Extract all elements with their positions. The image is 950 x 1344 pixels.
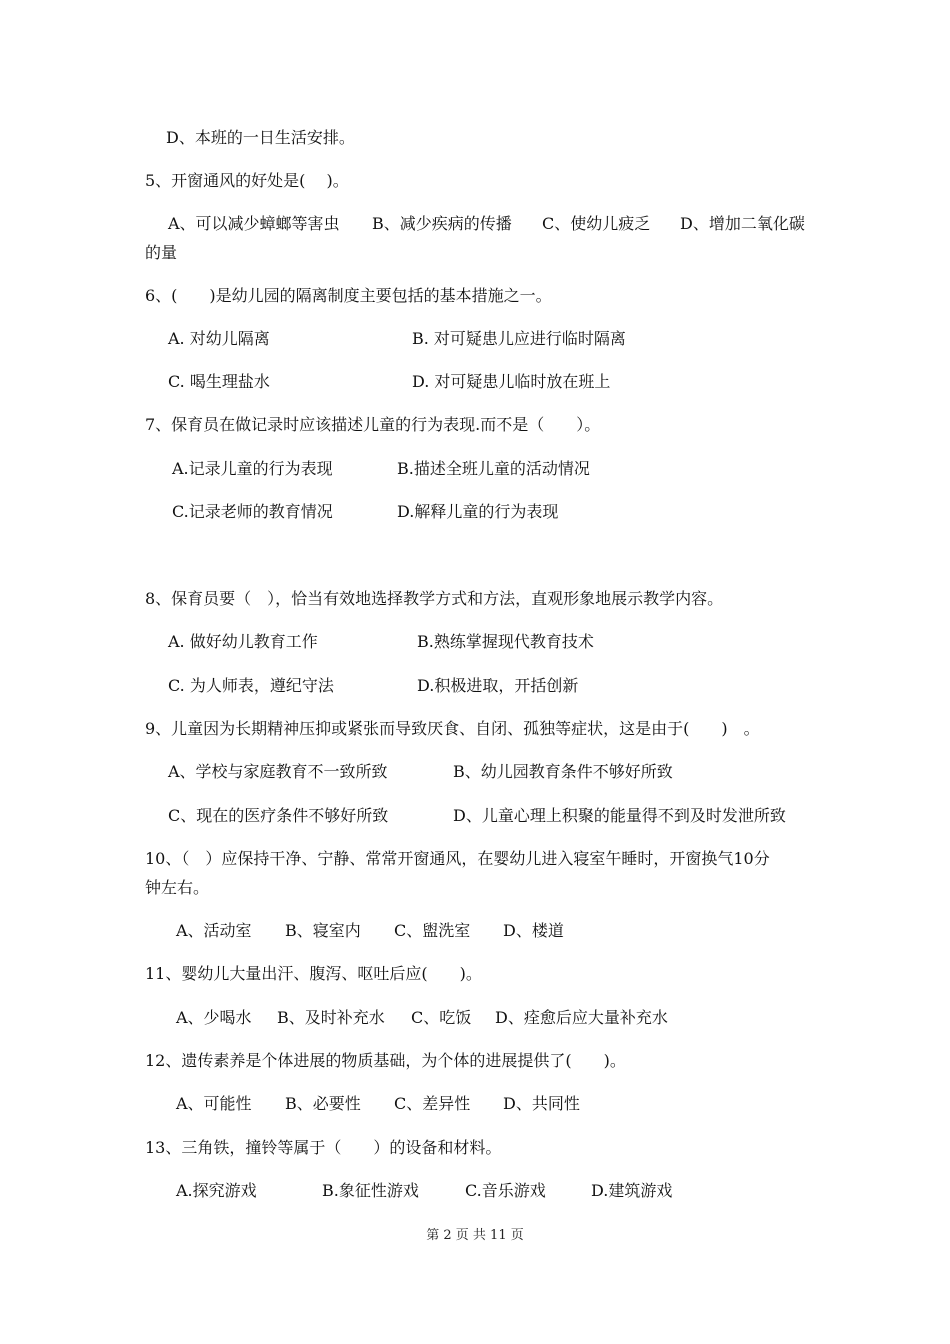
q10-stem-continued: 钟左右。: [145, 878, 210, 897]
q7-option-b: B.描述全班儿童的活动情况: [397, 459, 590, 478]
q7-option-c: C.记录老师的教育情况: [172, 502, 333, 521]
q6-option-c: C. 喝生理盐水: [168, 372, 270, 391]
q13-option-a: A.探究游戏: [176, 1181, 257, 1200]
q12-option-a: A、可能性: [176, 1094, 252, 1113]
q7-option-d: D.解释儿童的行为表现: [397, 502, 559, 521]
q9-option-d: D、儿童心理上积聚的能量得不到及时发泄所致: [453, 806, 786, 825]
q5-option-d-continued: 的量: [145, 243, 178, 262]
q10-option-d: D、楼道: [503, 921, 564, 940]
q10-option-c: C、盥洗室: [394, 921, 471, 940]
q9-option-b: B、幼儿园教育条件不够好所致: [453, 762, 673, 781]
q13-option-b: B.象征性游戏: [322, 1181, 419, 1200]
q8-option-a: A. 做好幼儿教育工作: [168, 632, 318, 651]
q9-option-c: C、现在的医疗条件不够好所致: [168, 806, 389, 825]
q5-option-a: A、可以减少蟑螂等害虫: [168, 214, 340, 233]
q12-option-d: D、共同性: [503, 1094, 580, 1113]
q5-option-c: C、使幼儿疲乏: [542, 214, 651, 233]
q7-stem: 7、保育员在做记录时应该描述儿童的行为表现.而不是（ ）。: [145, 415, 601, 434]
q8-stem: 8、保育员要（ ），恰当有效地选择教学方式和方法，直观形象地展示教学内容。: [145, 589, 724, 608]
q6-stem: 6、( )是幼儿园的隔离制度主要包括的基本措施之一。: [145, 286, 552, 305]
q6-option-a: A. 对幼儿隔离: [168, 329, 270, 348]
q13-option-c: C.音乐游戏: [465, 1181, 546, 1200]
q5-stem: 5、开窗通风的好处是( )。: [145, 171, 349, 190]
q5-option-d: D、增加二氧化碳: [680, 214, 805, 233]
q11-option-d: D、痊愈后应大量补充水: [495, 1008, 668, 1027]
q8-option-b: B.熟练掌握现代教育技术: [417, 632, 594, 651]
q13-stem: 13、三角铁，撞铃等属于（ ）的设备和材料。: [145, 1138, 502, 1157]
q6-option-d: D. 对可疑患儿临时放在班上: [412, 372, 611, 391]
q11-option-a: A、少喝水: [176, 1008, 252, 1027]
q11-option-c: C、吃饭: [411, 1008, 472, 1027]
q12-option-b: B、必要性: [285, 1094, 361, 1113]
q8-option-c: C. 为人师表，遵纪守法: [168, 676, 334, 695]
q12-option-c: C、差异性: [394, 1094, 471, 1113]
q4-option-d: D、本班的一日生活安排。: [166, 128, 355, 147]
page-footer: 第 2 页 共 11 页: [426, 1228, 524, 1243]
q10-stem: 10、（ ）应保持干净、宁静、常常开窗通风，在婴幼儿进入寝室午睡时，开窗换气10分: [145, 849, 770, 868]
q9-stem: 9、儿童因为长期精神压抑或紧张而导致厌食、自闭、孤独等症状，这是由于( ) 。: [145, 719, 760, 738]
q7-option-a: A.记录儿童的行为表现: [172, 459, 333, 478]
q5-option-b: B、减少疾病的传播: [372, 214, 512, 233]
q11-option-b: B、及时补充水: [277, 1008, 385, 1027]
q9-option-a: A、学校与家庭教育不一致所致: [168, 762, 388, 781]
q10-option-a: A、活动室: [176, 921, 252, 940]
q8-option-d: D.积极进取，开括创新: [417, 676, 579, 695]
q11-stem: 11、婴幼儿大量出汗、腹泻、呕吐后应( )。: [145, 964, 482, 983]
q12-stem: 12、遗传素养是个体进展的物质基础，为个体的进展提供了( )。: [145, 1051, 626, 1070]
q6-option-b: B. 对可疑患儿应进行临时隔离: [412, 329, 626, 348]
q10-option-b: B、寝室内: [285, 921, 361, 940]
q13-option-d: D.建筑游戏: [591, 1181, 673, 1200]
